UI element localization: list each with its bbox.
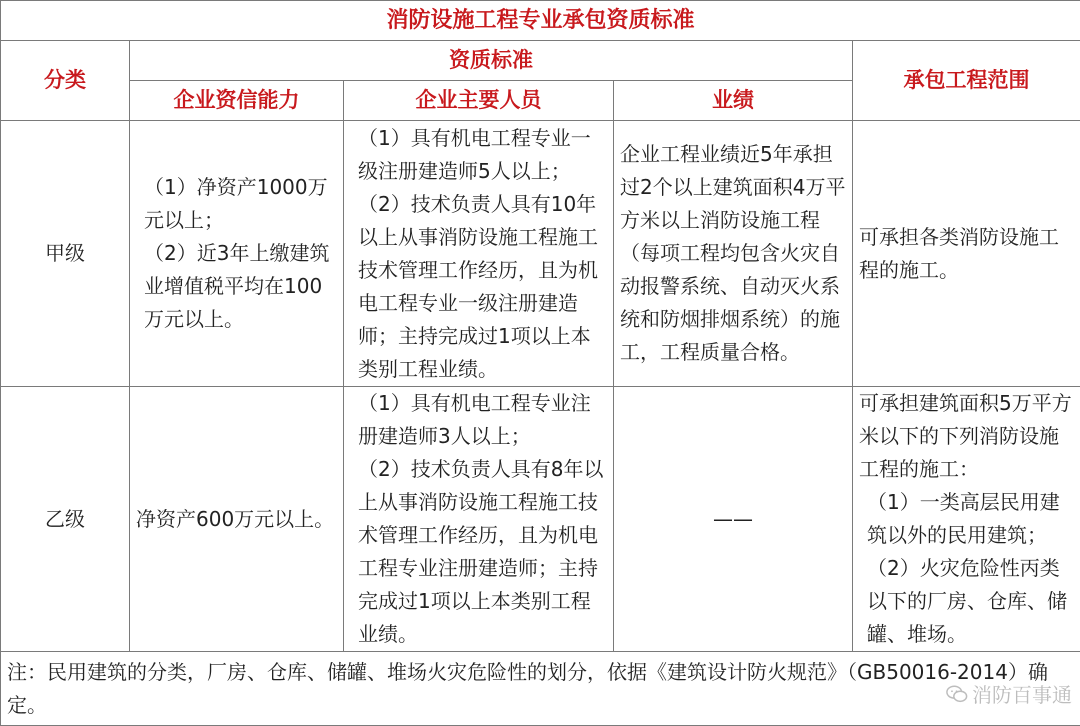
personnel-item: （2）技术负责人具有8年以上从事消防设施工程施工技术管理工作经历，且为机电工程专业注册建造师；主持完成过1项以上本类别工程业绩。 (350, 453, 607, 651)
scope-item: 可承担建筑面积5万平方米以下的下列消防设施工程的施工： (859, 387, 1074, 486)
header-personnel: 企业主要人员 (344, 81, 614, 121)
watermark (946, 679, 1072, 708)
scope-item: 可承担各类消防设施工程的施工。 (859, 221, 1074, 287)
capital-item: （2）近3年上缴建筑业增值税平均在100万元以上。 (136, 237, 337, 336)
grade-cell: 乙级 (1, 387, 130, 652)
capital-item: 净资产600万元以上。 (136, 503, 337, 536)
header-scope: 承包工程范围 (853, 41, 1080, 121)
wechat-icon (946, 683, 968, 705)
performance-cell (614, 121, 853, 387)
performance-cell (614, 387, 853, 652)
table-title: 消防设施工程专业承包资质标准 (1, 1, 1080, 41)
grade-cell: 甲级 (1, 121, 130, 387)
header-capital: 企业资信能力 (130, 81, 344, 121)
personnel-item: （1）具有机电工程专业一级注册建造师5人以上； (350, 122, 607, 188)
table-row (1, 121, 1080, 387)
personnel-item: （1）具有机电工程专业注册建造师3人以上； (350, 387, 607, 453)
header-performance: 业绩 (614, 81, 853, 121)
scope-item: （1）一类高层民用建筑以外的民用建筑； (859, 486, 1074, 552)
personnel-item: （2）技术负责人具有10年以上从事消防设施工程施工技术管理工作经历，且为机电工程专业一级注册建造师；主持完成过1项以上本类别工程业绩。 (350, 188, 607, 386)
scope-cell (853, 387, 1080, 652)
header-category: 分类 (1, 41, 130, 121)
capital-cell (130, 121, 344, 387)
capital-item: （1）净资产1000万元以上； (136, 171, 337, 237)
performance-item: —— (620, 503, 846, 536)
scope-item: （2）火灾危险性丙类以下的厂房、仓库、储罐、堆场。 (859, 552, 1074, 651)
personnel-cell (344, 121, 614, 387)
personnel-cell (344, 387, 614, 652)
scope-cell (853, 121, 1080, 387)
table-row (1, 387, 1080, 652)
watermark-text: 消防百事通 (972, 679, 1072, 708)
capital-cell (130, 387, 344, 652)
header-qualification-standard: 资质标准 (130, 41, 853, 81)
table-note: 注：民用建筑的分类，厂房、仓库、储罐、堆场火灾危险性的划分，依据《建筑设计防火规范》（GB50016-2014）确定。 (1, 652, 1080, 726)
performance-item: 企业工程业绩近5年承担过2个以上建筑面积4万平方米以上消防设施工程（每项工程均包含火灾自动报警系统、自动灭火系统和防烟排烟系统）的施工，工程质量合格。 (620, 138, 846, 369)
